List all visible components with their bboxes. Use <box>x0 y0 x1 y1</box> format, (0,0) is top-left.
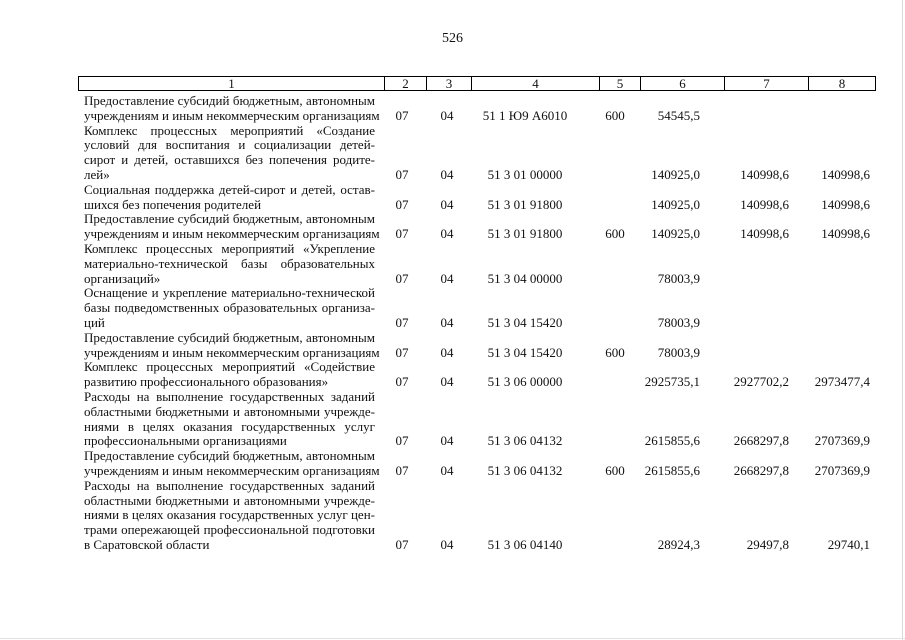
cell-c6: 2615855,6 <box>644 462 700 478</box>
table-row <box>0 183 905 213</box>
description-line: развитию профессионального образования» <box>84 374 329 390</box>
cell-c8: 29740,1 <box>827 537 870 552</box>
cell-c2: 07 <box>395 537 409 552</box>
header-col-7: 7 <box>724 77 808 90</box>
cell-c3: 04 <box>440 107 454 123</box>
table-row <box>0 479 905 553</box>
description-line: областными бюджетными и автономными учрежде- <box>84 492 375 508</box>
description-line: Предоставление субсидий бюджетным, автономным <box>84 448 375 464</box>
cell-c5: 600 <box>605 226 625 242</box>
header-col-1: 1 <box>228 76 235 91</box>
cell-c2: 07 <box>395 270 409 286</box>
cell-c6: 140925,0 <box>651 166 700 182</box>
row-description <box>84 448 380 479</box>
cell-c3: 04 <box>440 537 454 552</box>
description-line: организаций» <box>84 270 161 286</box>
cell-c4: 51 3 01 00000 <box>487 166 563 182</box>
cell-c7: 2927702,2 <box>733 374 789 390</box>
cell-c4: 51 3 04 15420 <box>487 314 563 330</box>
cell-c6: 2925735,1 <box>644 374 700 390</box>
description-line: ниями в целях оказания государственных услуг <box>84 418 375 434</box>
cell-c8: 140998,6 <box>821 196 870 212</box>
header-col-6: 6 <box>640 77 724 90</box>
description-line: условий для воспитания и социализации детей- <box>84 137 375 153</box>
cell-c7: 140998,6 <box>740 196 789 212</box>
cell-c2: 07 <box>395 433 409 449</box>
cell-c3: 04 <box>440 462 454 478</box>
description-line: Комплекс процессных мероприятий «Содействие <box>84 359 375 375</box>
description-line: Предоставление субсидий бюджетным, автономным <box>84 93 375 108</box>
cell-c8: 2707369,9 <box>814 462 870 478</box>
cell-c6: 78003,9 <box>657 344 700 360</box>
cell-c5: 600 <box>605 462 625 478</box>
description-line: Комплекс процессных мероприятий «Укрепление <box>84 241 375 256</box>
page-number: 526 <box>442 31 463 46</box>
description-line: шихся без попечения родителей <box>84 196 262 212</box>
cell-c6: 2615855,6 <box>644 433 700 449</box>
row-description <box>84 360 375 390</box>
description-line: учреждениям и иным некоммерческим организациям <box>84 107 380 123</box>
row-description <box>84 93 380 124</box>
description-line: Комплекс процессных мероприятий «Создание <box>84 122 375 138</box>
cell-c8: 140998,6 <box>821 166 870 182</box>
description-line: трами опережающей профессиональной подготовки <box>84 522 375 538</box>
description-line: базы подведомственных образовательных организа- <box>84 300 375 316</box>
row-description <box>84 390 375 449</box>
cell-c4: 51 3 04 15420 <box>487 344 563 360</box>
cell-c7: 140998,6 <box>740 166 789 182</box>
row-description <box>84 479 375 553</box>
description-line: Расходы на выполнение государственных заданий <box>84 389 375 404</box>
table-row <box>0 94 905 124</box>
header-col-2: 2 <box>384 77 426 90</box>
row-description <box>84 183 375 213</box>
row-description <box>84 211 380 242</box>
cell-c2: 07 <box>395 314 409 330</box>
cell-c2: 07 <box>395 344 409 360</box>
cell-c2: 07 <box>395 462 409 478</box>
cell-c7: 2668297,8 <box>733 433 789 449</box>
description-line: лей» <box>84 166 110 182</box>
description-line: ниями в целях оказания государственных услуг цен- <box>84 507 375 523</box>
row-description <box>84 242 375 286</box>
cell-c3: 04 <box>440 374 454 390</box>
cell-c8: 2973477,4 <box>814 374 870 390</box>
table-row <box>0 124 905 183</box>
cell-c6: 78003,9 <box>657 314 700 330</box>
description-line: учреждениям и иным некоммерческим организациям <box>84 462 380 478</box>
description-line: учреждениям и иным некоммерческим организациям <box>84 226 380 242</box>
table-row <box>0 286 905 330</box>
cell-c3: 04 <box>440 196 454 212</box>
table-row <box>0 212 905 242</box>
cell-c2: 07 <box>395 374 409 390</box>
cell-c7: 29497,8 <box>746 537 789 552</box>
cell-c5: 600 <box>605 344 625 360</box>
description-line: в Саратовской области <box>84 536 210 552</box>
row-description <box>84 286 375 330</box>
cell-c4: 51 3 06 00000 <box>487 374 563 390</box>
table-row <box>0 331 905 361</box>
description-line: Оснащение и укрепление материально-технической <box>84 285 375 301</box>
cell-c3: 04 <box>440 270 454 286</box>
cell-c6: 28924,3 <box>657 537 700 552</box>
cell-c2: 07 <box>395 196 409 212</box>
cell-c8: 140998,6 <box>821 226 870 242</box>
cell-c4: 51 3 01 91800 <box>487 226 563 242</box>
cell-c4: 51 3 01 91800 <box>487 196 563 212</box>
description-line: Предоставление субсидий бюджетным, автономным <box>84 211 375 227</box>
description-line: ций <box>84 314 105 330</box>
description-line: областными бюджетными и автономными учрежде- <box>84 403 375 419</box>
header-col-4: 4 <box>471 77 599 90</box>
page-edge-bottom <box>0 638 905 639</box>
description-line: Предоставление субсидий бюджетным, автономным <box>84 329 375 345</box>
description-line: профессиональными организациями <box>84 433 287 449</box>
cell-c4: 51 3 06 04132 <box>487 433 563 449</box>
description-line: Социальная поддержка детей-сирот и детей, остав- <box>84 181 375 197</box>
cell-c6: 78003,9 <box>657 270 700 286</box>
table-row <box>0 360 905 390</box>
cell-c6: 140925,0 <box>651 226 700 242</box>
header-col-3: 3 <box>426 77 471 90</box>
cell-c2: 07 <box>395 166 409 182</box>
row-description <box>84 124 375 183</box>
cell-c3: 04 <box>440 166 454 182</box>
cell-c6: 140925,0 <box>651 196 700 212</box>
cell-c8: 2707369,9 <box>814 433 870 449</box>
cell-c3: 04 <box>440 344 454 360</box>
cell-c2: 07 <box>395 226 409 242</box>
description-line: материально-технической базы образовательных <box>84 255 375 271</box>
cell-c7: 2668297,8 <box>733 462 789 478</box>
cell-c2: 07 <box>395 107 409 123</box>
row-description <box>84 329 380 361</box>
table-row <box>0 390 905 449</box>
cell-c3: 04 <box>440 433 454 449</box>
table-row <box>0 449 905 479</box>
cell-c6: 54545,5 <box>657 107 700 123</box>
cell-c4: 51 1 Ю9 А6010 <box>482 107 568 123</box>
header-col-8: 8 <box>808 77 875 90</box>
cell-c4: 51 3 04 00000 <box>487 270 563 286</box>
cell-c5: 600 <box>605 107 625 123</box>
table-header <box>78 76 876 91</box>
description-line: учреждениям и иным некоммерческим организациям <box>84 344 380 360</box>
cell-c3: 04 <box>440 226 454 242</box>
table-row <box>0 242 905 286</box>
description-line: сирот и детей, оставшихся без попечения родите- <box>84 152 375 168</box>
description-line: Расходы на выполнение государственных заданий <box>84 477 375 493</box>
header-col-5: 5 <box>599 77 640 90</box>
cell-c4: 51 3 06 04132 <box>487 462 563 478</box>
cell-c4: 51 3 06 04140 <box>487 537 563 552</box>
cell-c3: 04 <box>440 314 454 330</box>
cell-c7: 140998,6 <box>740 226 789 242</box>
